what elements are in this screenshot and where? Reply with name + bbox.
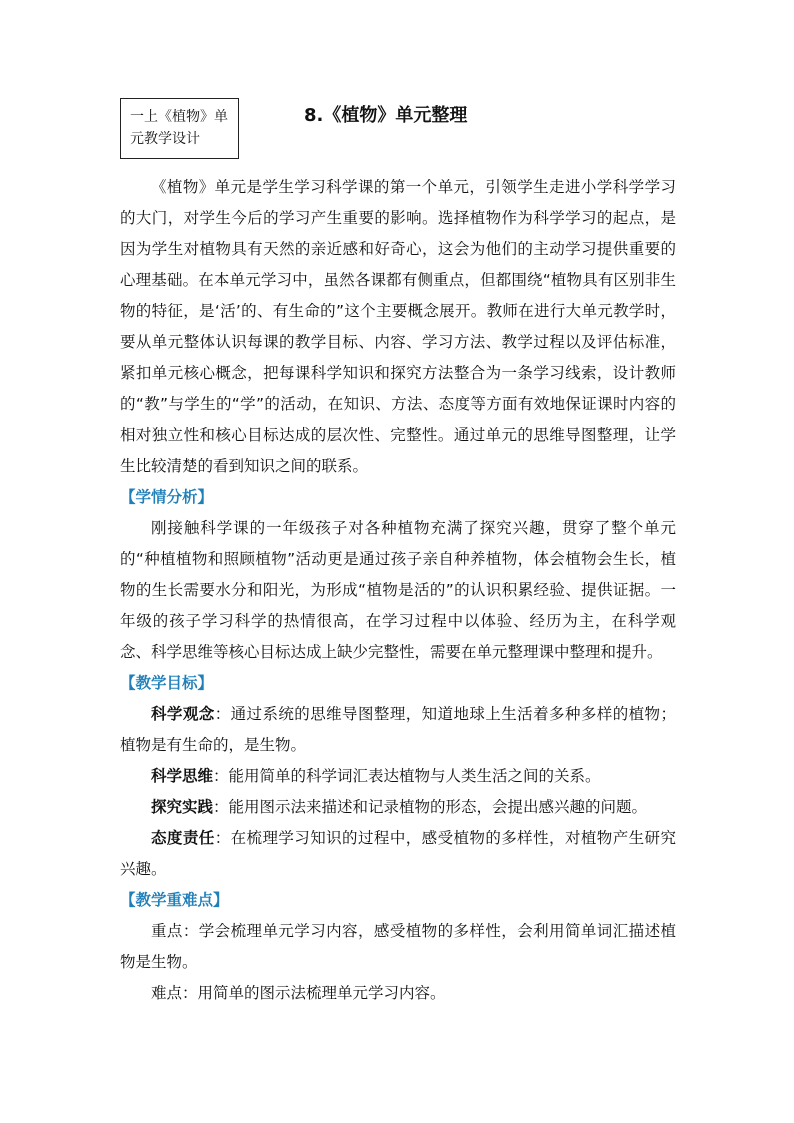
goal-separator: ： — [214, 829, 231, 847]
unit-label-line-1: 一上《植物》单 — [130, 109, 228, 125]
unit-label-box — [120, 98, 239, 159]
goal-text: 能用图示法来描述和记录植物的形态，会提出感兴趣的问题。 — [228, 798, 648, 816]
key-points-heading: 【教学重难点】 — [120, 891, 229, 909]
goal-separator: ： — [213, 798, 229, 816]
key-point-difficulty: 难点：用简单的图示法梳理单元学习内容。 — [151, 984, 446, 1002]
goal-text: 通过系统的思维导图整理，知道地球上生活着多种多样的植物；植物是有生命的，是生物。 — [120, 705, 676, 754]
goal-separator: ： — [213, 767, 229, 785]
goal-text: 能用简单的科学词汇表达植物与人类生活之间的关系。 — [228, 767, 601, 785]
goal-item — [120, 699, 676, 761]
goal-item — [120, 761, 676, 792]
goal-item — [120, 792, 676, 823]
document-body — [120, 172, 676, 1009]
goal-separator: ： — [214, 705, 231, 723]
goal-label: 科学观念 — [151, 705, 215, 723]
analysis-heading: 【学情分析】 — [120, 488, 214, 506]
page-title: 8.《植物》单元整理 — [304, 105, 468, 126]
goal-item — [120, 823, 676, 885]
goal-label: 探究实践 — [151, 798, 214, 816]
key-point-focus: 重点：学会梳理单元学习内容，感受植物的多样性，会利用简单词汇描述植物是生物。 — [120, 922, 676, 971]
analysis-paragraph: 刚接触科学课的一年级孩子对各种植物充满了探究兴趣，贯穿了整个单元的“种植植物和照顾植物”活动更是通过孩子亲自种养植物，体会植物会生长，植物的生长需要水分和阳光，为形成“植物是活的”的认识积累经验、提供证据。一年级的孩子学习科学的热情很高，在学习过程中以体验、经历为主，在科学观念、科学思维等核心目标达成上缺少完整性，需要在单元整理课中整理和提升。 — [120, 519, 676, 661]
goal-text: 在梳理学习知识的过程中，感受植物的多样性，对植物产生研究兴趣。 — [120, 829, 676, 878]
goal-label: 态度责任 — [151, 829, 215, 847]
goal-label: 科学思维 — [151, 767, 214, 785]
intro-paragraph: 《植物》单元是学生学习科学课的第一个单元，引领学生走进小学科学学习的大门，对学生今后的学习产生重要的影响。选择植物作为科学学习的起点，是因为学生对植物具有天然的亲近感和好奇心，这会为他们的主动学习提供重要的心理基础。在本单元学习中，虽然各课都有侧重点，但都围绕“植物具有区别非生物的特征，是‘活’的、有生命的”这个主要概念展开。教师在进行大单元教学时，要从单元整体认识每课的教学目标、内容、学习方法、教学过程以及评估标准，紧扣单元核心概念，把每课科学知识和探究方法整合为一条学习线索，设计教师的“教”与学生的“学”的活动，在知识、方法、态度等方面有效地保证课时内容的相对独立性和核心目标达成的层次性、完整性。通过单元的思维导图整理，让学生比较清楚的看到知识之间的联系。 — [120, 178, 676, 475]
goals-heading: 【教学目标】 — [120, 674, 214, 692]
unit-label-line-2: 元教学设计 — [130, 131, 200, 147]
